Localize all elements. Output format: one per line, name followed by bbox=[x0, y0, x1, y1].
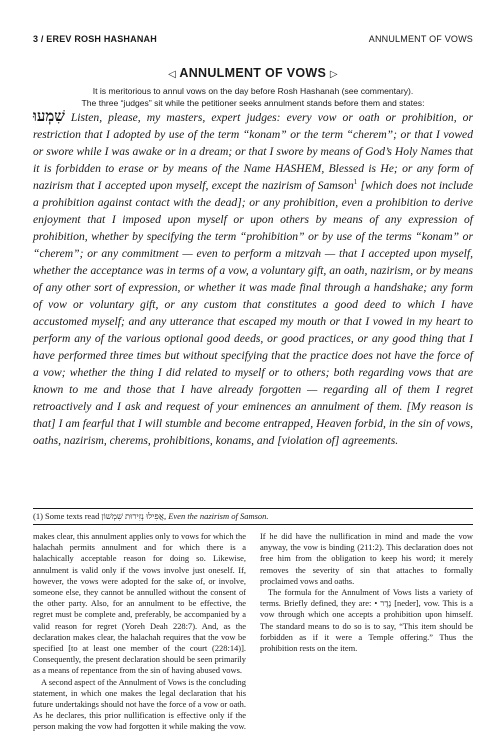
footnote-marker: 1 bbox=[353, 178, 358, 187]
prayer-text-part-2: [which does not include a prohibition against contact with the dead]; or any prohibition, even a prohibition to derive enjoyment that I imposed upon myself or upon others by means of any expression of prohibition, whether by specifying the term “prohibition” or by use of the terms “konam” or “cherem”; or any commitment — even to perform a mitzvah — that I accepted upon myself, whether the acceptance was in terms of a vow, a voluntary gift, an oath, nazirism, or by means of any other sort of expression, or whether it was made final through a handshake; any form of vow or voluntary gift, or any custom that constitutes a good deed to which I have accustomed myself; and any utterance that escaped my mouth or that I vowed in my heart to perform any of the various optional good deeds, or good practices, or any good thing that I have performed three times but without specifying that the practice does not have the force of a vow; whether the thing I did related to myself or to others; both regarding vows that are known to me and those that I have already forgotten — regarding all of them I regret retroactively and I ask and request of your eminences an annulment of them. [My reason is that] I am fearful that I will stumble and become entrapped, Heaven forbid, in the sin of vows, oaths, nazirism, cherems, prohibitions, konams, and [violation of] agreements. bbox=[33, 179, 473, 447]
commentary-divider bbox=[33, 524, 473, 525]
section-title bbox=[33, 66, 473, 80]
commentary-paragraph-1: makes clear, this annulment applies only to vows for which the halachah permits annulment and for which there is a halachically acceptable reason for doing so. Likewise, annulment is valid only if the vows involve just oneself. If, however, the vows were adopted for the sake of, or involve, someone else, they cannot be annulled without the consent of the other party. Also, for an annulment to be effective, the regret must be complete and, preferably, be accompanied by a valid reason for regret (Yoreh Deah 228:7). And, as the declaration makes clear, the halachah requires that the vow be specified [to at least one member of the court (228:14)]. Consequently, the present declaration should be seen primarily as a means of repentance from the sin of having abused vows. bbox=[33, 531, 246, 676]
commentary bbox=[33, 531, 473, 741]
hebrew-opening-word: שִׁמְעוּ bbox=[33, 109, 65, 125]
left-ornament-icon: ◁ bbox=[168, 69, 177, 80]
running-head-left: 3 / EREV ROSH HASHANAH bbox=[33, 34, 157, 44]
running-head-right: ANNULMENT OF VOWS bbox=[368, 34, 473, 44]
footnote-prefix: (1) Some texts read bbox=[33, 511, 102, 521]
footnote bbox=[33, 511, 473, 522]
commentary-paragraph-2: A second aspect of the Annulment of Vows is the concluding statement, in which one makes the legal declaration that his future undertakings should not have the force of a vow or oath. As he declares, this prior nullification is effective only if the person making the vow had forgotten it while making the vow. If he did have the nullification in mind and made the vow anyway, the vow is binding (211:2). This declaration does not free him from the obligation to keep his word; it merely removes the severity of sin that attaches to formally proclaimed vows and oaths. bbox=[33, 531, 473, 732]
footnote-hebrew: אֲפִילוּ נְזִירוּת שִׁמְשׁוֹן bbox=[101, 511, 164, 521]
footnote-suffix: , Even the nazirism of Samson. bbox=[163, 511, 269, 521]
footnote-divider bbox=[33, 508, 473, 509]
commentary-paragraph-3: The formula for the Annulment of Vows lists a variety of terms. Briefly defined, they are: • נֶדֶר [neder], vow. This is a vow through which one accepts a prohibition upon himself. The standard means to do so is to say, “This item should be forbidden as if it were a Temple offering.” Thus the prohibition rests on the item. bbox=[260, 587, 473, 654]
instruction-line-2: The three “judges” sit while the petitioner seeks annulment stands before them and states: bbox=[81, 98, 425, 108]
prayer-text-part-1: Listen, please, my masters, expert judges: every vow or oath or prohibition, or restriction that I adopted by use of the term “konam” or the term “cherem”; or that I vowed or swore while I was awake or in a dream; or that I swore by means of God’s Holy Names that it is forbidden to erase or by means of the Name HASHEM, Blessed is He; or any form of nazirism that I accepted upon myself, except the nazirism of Samson bbox=[33, 111, 473, 192]
page bbox=[33, 0, 473, 756]
running-head bbox=[33, 34, 473, 48]
instruction-line-1: It is meritorious to annul vows on the day before Rosh Hashanah (see commentary). bbox=[92, 86, 414, 96]
section-title-text: ANNULMENT OF VOWS bbox=[179, 66, 327, 80]
right-ornament-icon: ▷ bbox=[329, 69, 338, 80]
instructions bbox=[33, 85, 473, 109]
prayer-text bbox=[33, 109, 473, 449]
